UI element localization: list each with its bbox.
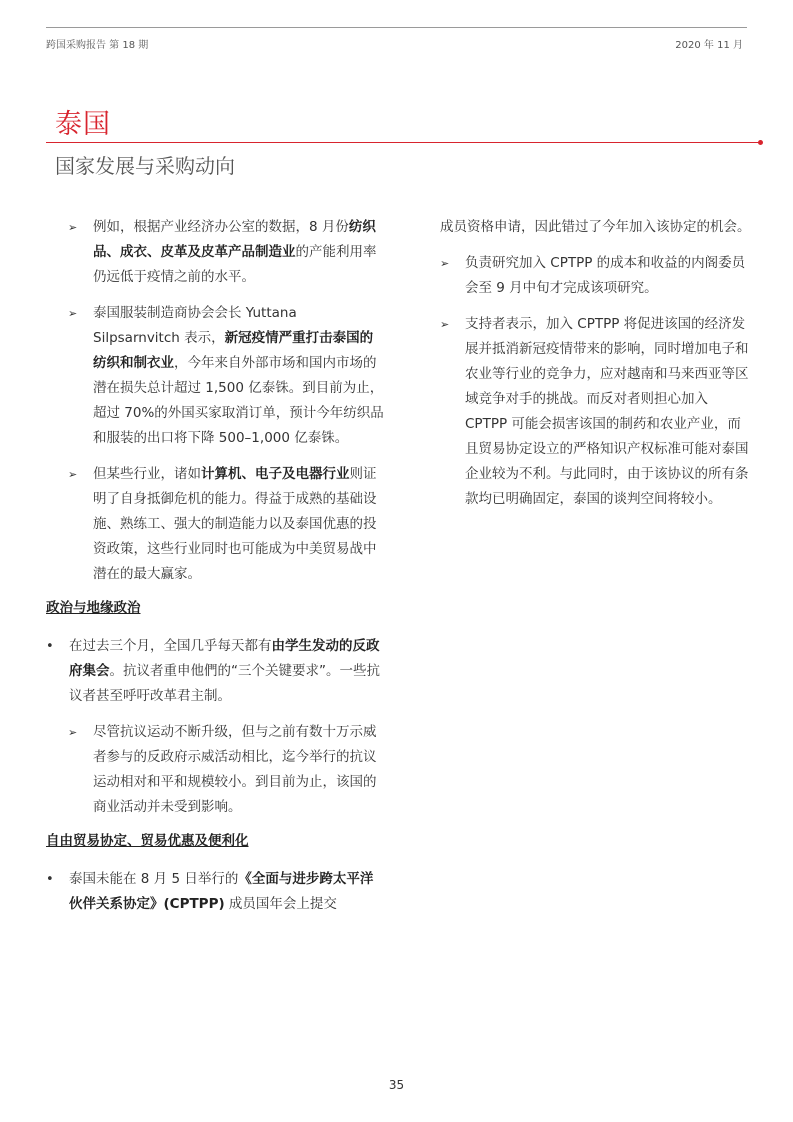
arrow-icon: ➢ <box>440 257 450 270</box>
arrow-icon: ➢ <box>68 468 78 481</box>
list-item: ➢ 负责研究加入 CPTPP 的成本和收益的内阁委员会至 9 月中旬才完成该项研究。 <box>440 251 752 301</box>
emphasis: 新冠疫情严重打击泰国的纺织和制衣业 <box>93 330 374 371</box>
page-title: 泰国 <box>55 109 111 140</box>
list-item: • 泰国未能在 8 月 5 日举行的《全面与进步跨太平洋伙伴关系协定》(CPTPP) 成员国年会上提交 <box>46 867 384 917</box>
arrow-icon: ➢ <box>440 318 450 331</box>
bullet-icon: • <box>46 639 54 654</box>
emphasis: 由学生发动的反政府集会 <box>69 638 380 679</box>
page-number: 35 <box>388 1078 405 1092</box>
continued-text: 成员资格申请，因此错过了今年加入该协定的机会。 <box>440 219 751 235</box>
title-rule-dot <box>758 140 763 145</box>
emphasis: 《全面与进步跨太平洋伙伴关系协定》(CPTPP) <box>69 871 374 912</box>
right-column <box>440 215 752 523</box>
section-heading-politics: 政治与地缘政治 <box>46 600 141 616</box>
emphasis: 纺织品、成衣、皮革及皮革产品制造业 <box>93 219 376 260</box>
arrow-icon: ➢ <box>68 726 78 739</box>
header-rule <box>46 27 747 28</box>
title-rule <box>46 142 760 143</box>
left-column <box>46 215 384 928</box>
report-date: 2020 年 11 月 <box>675 40 743 51</box>
list-item: • 在过去三个月，全国几乎每天都有由学生发动的反政府集会。抗议者重申他們的“三个关键要求”。一些抗议者甚至呼吁改革君主制。 <box>46 634 384 709</box>
list-item: ➢ 但某些行业，诸如计算机、电子及电器行业则证明了自身抵御危机的能力。得益于成熟的基础设施、熟练工、强大的制造能力以及泰国优惠的投资政策，这些行业同时也可能成为中美贸易战中潜在的最大赢家。 <box>46 462 384 587</box>
section-heading-fta: 自由贸易协定、贸易优惠及便利化 <box>46 833 249 849</box>
arrow-icon: ➢ <box>68 307 78 320</box>
page-subtitle: 国家发展与采购动向 <box>55 154 235 178</box>
list-item: ➢ 支持者表示，加入 CPTPP 将促进该国的经济发展并抵消新冠疫情带来的影响，同时增加电子和农业等行业的竞争力，应对越南和马来西亚等区域竞争对手的挑战。而反对者则担心加入 CPTPP 可能会损害该国的制药和农业产业，而且贸易协定设立的严格知识产权标准可能对泰国企业较为不利。与此同时，由于该协议的所有条款均已明确固定，泰国的谈判空间将较小。 <box>440 312 752 512</box>
list-item: ➢ 泰国服装制造商协会会长 Yuttana Silpsarnvitch 表示，新冠疫情严重打击泰国的纺织和制衣业，今年来自外部市场和国内市场的潜在损失总计超过 1,500 亿泰铢。到目前为止，超过 70%的外国买家取消订单，预计今年纺织品和服装的出口将下降 500–1,000 亿泰铢。 <box>46 301 384 451</box>
arrow-icon: ➢ <box>68 221 78 234</box>
list-item: ➢ 尽管抗议运动不断升级，但与之前有数十万示威者参与的反政府示威活动相比，迄今举行的抗议运动相对和平和规模较小。到目前为止，该国的商业活动并未受到影响。 <box>46 720 384 820</box>
emphasis: 计算机、电子及电器行业 <box>201 466 350 482</box>
report-issue: 跨国采购报告 第 18 期 <box>46 40 149 51</box>
list-item: ➢ 例如，根据产业经济办公室的数据，8 月份纺织品、成衣、皮革及皮革产品制造业的产能利用率仍远低于疫情之前的水平。 <box>46 215 384 290</box>
bullet-icon: • <box>46 872 54 887</box>
